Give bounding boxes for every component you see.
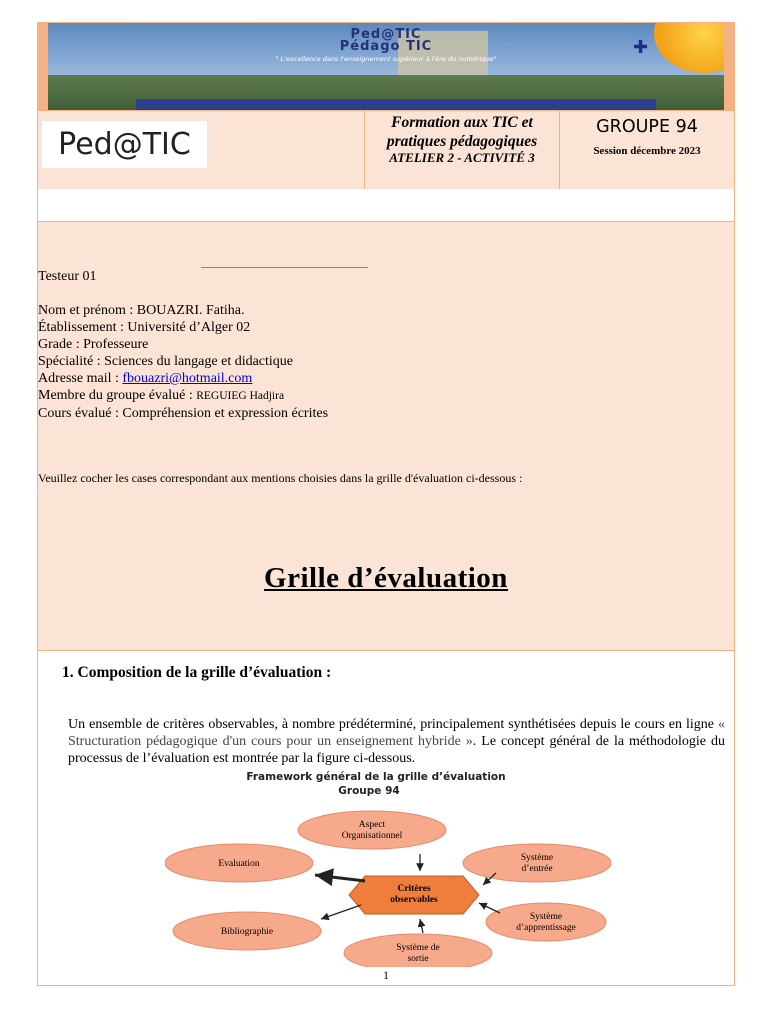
etablissement: Établissement : Université d’Alger 02 [38,320,251,335]
nom-prenom: Nom et prénom : BOUAZRI. Fatiha. [38,303,245,318]
specialite: Spécialité : Sciences du langage et didactique [38,354,294,369]
formation-title: Formation aux TIC et pratiques pédagogiques [386,114,538,150]
email-link[interactable]: fbouazri@hotmail.com [122,371,253,386]
membre-row: Membre du groupe évalué : REGUIEG Hadjira [38,388,285,403]
email-row: Adresse mail : fbouazri@hotmail.com [38,371,253,386]
logo-cell [38,111,365,189]
evaluator-info [38,222,734,651]
banner-subtitle: Pédago TIC [339,39,433,54]
node-apprentissage [486,903,606,941]
svg-text:Système: Système [520,853,554,863]
svg-text:d’entrée: d’entrée [521,864,553,874]
framework-diagram [165,767,611,967]
node-sortie [344,934,492,967]
svg-text:observables: observables [390,895,438,905]
testeur: Testeur 01 [38,269,97,284]
node-bibliographie [173,912,321,950]
svg-text:Système: Système [529,912,563,922]
svg-text:Critères: Critères [397,884,431,894]
header-table [38,110,734,190]
groupe-cell [560,111,734,189]
svg-text:Bibliographie: Bibliographie [220,927,274,937]
section-paragraph: Un ensemble de critères observables, à nombre prédéterminé, principalement synthétisées depuis le cours en ligne « Structuration pédagogique d'un cours pour un enseignement hybride ». Le concept général de la méthodologie du processus de l’évaluation est montrée par la figure ci-dessous. [68,717,726,766]
banner-image [48,23,724,110]
groupe-label: GROUPE 94 [596,117,698,137]
document-page [37,22,735,986]
svg-text:Aspect: Aspect [358,820,386,830]
cours: Cours évalué : Compréhension et expression écrites [38,406,329,421]
node-entree [463,844,611,882]
banner-tagline: " L'excellence dans l'enseignement supérieur à l'ère du numérique" [275,55,497,63]
svg-text:Organisationnel: Organisationnel [341,831,403,841]
instruction-text: Veuillez cocher les cases correspondant aux mentions choisies dans la grille d'évaluation ci-dessous : [38,471,523,485]
section-heading: 1. Composition de la grille d’évaluation : [62,664,332,681]
header-banner [38,23,734,110]
formation-cell [365,111,560,189]
plus-icon: ✚ [633,37,649,58]
svg-text:sortie: sortie [407,954,429,964]
banner-title: Ped@TIC [350,27,422,42]
svg-text:Système de: Système de [396,943,440,953]
blank-row [38,189,734,222]
session-label: Session décembre 2023 [593,145,701,157]
center-node [349,876,479,914]
svg-text:d’apprentissage: d’apprentissage [516,923,576,933]
grade: Grade : Professeure [38,337,149,352]
atelier-label: ATELIER 2 - ACTIVITÉ 3 [389,150,535,165]
page-number: 1 [383,968,389,982]
diagram-subtitle: Groupe 94 [338,785,400,797]
svg-text:Evaluation: Evaluation [218,859,260,869]
node-evaluation [165,844,313,882]
diagram-title: Framework général de la grille d’évaluation [246,771,506,783]
node-aspect [298,811,446,849]
course-quote: « Structuration pédagogique d'un cours pour un enseignement hybride » [68,717,725,749]
pedatic-logo: Ped@TIC [42,121,207,168]
membre-name: REGUIEG Hadjira [196,390,285,402]
grille-title: Grille d’évaluation [264,562,508,594]
